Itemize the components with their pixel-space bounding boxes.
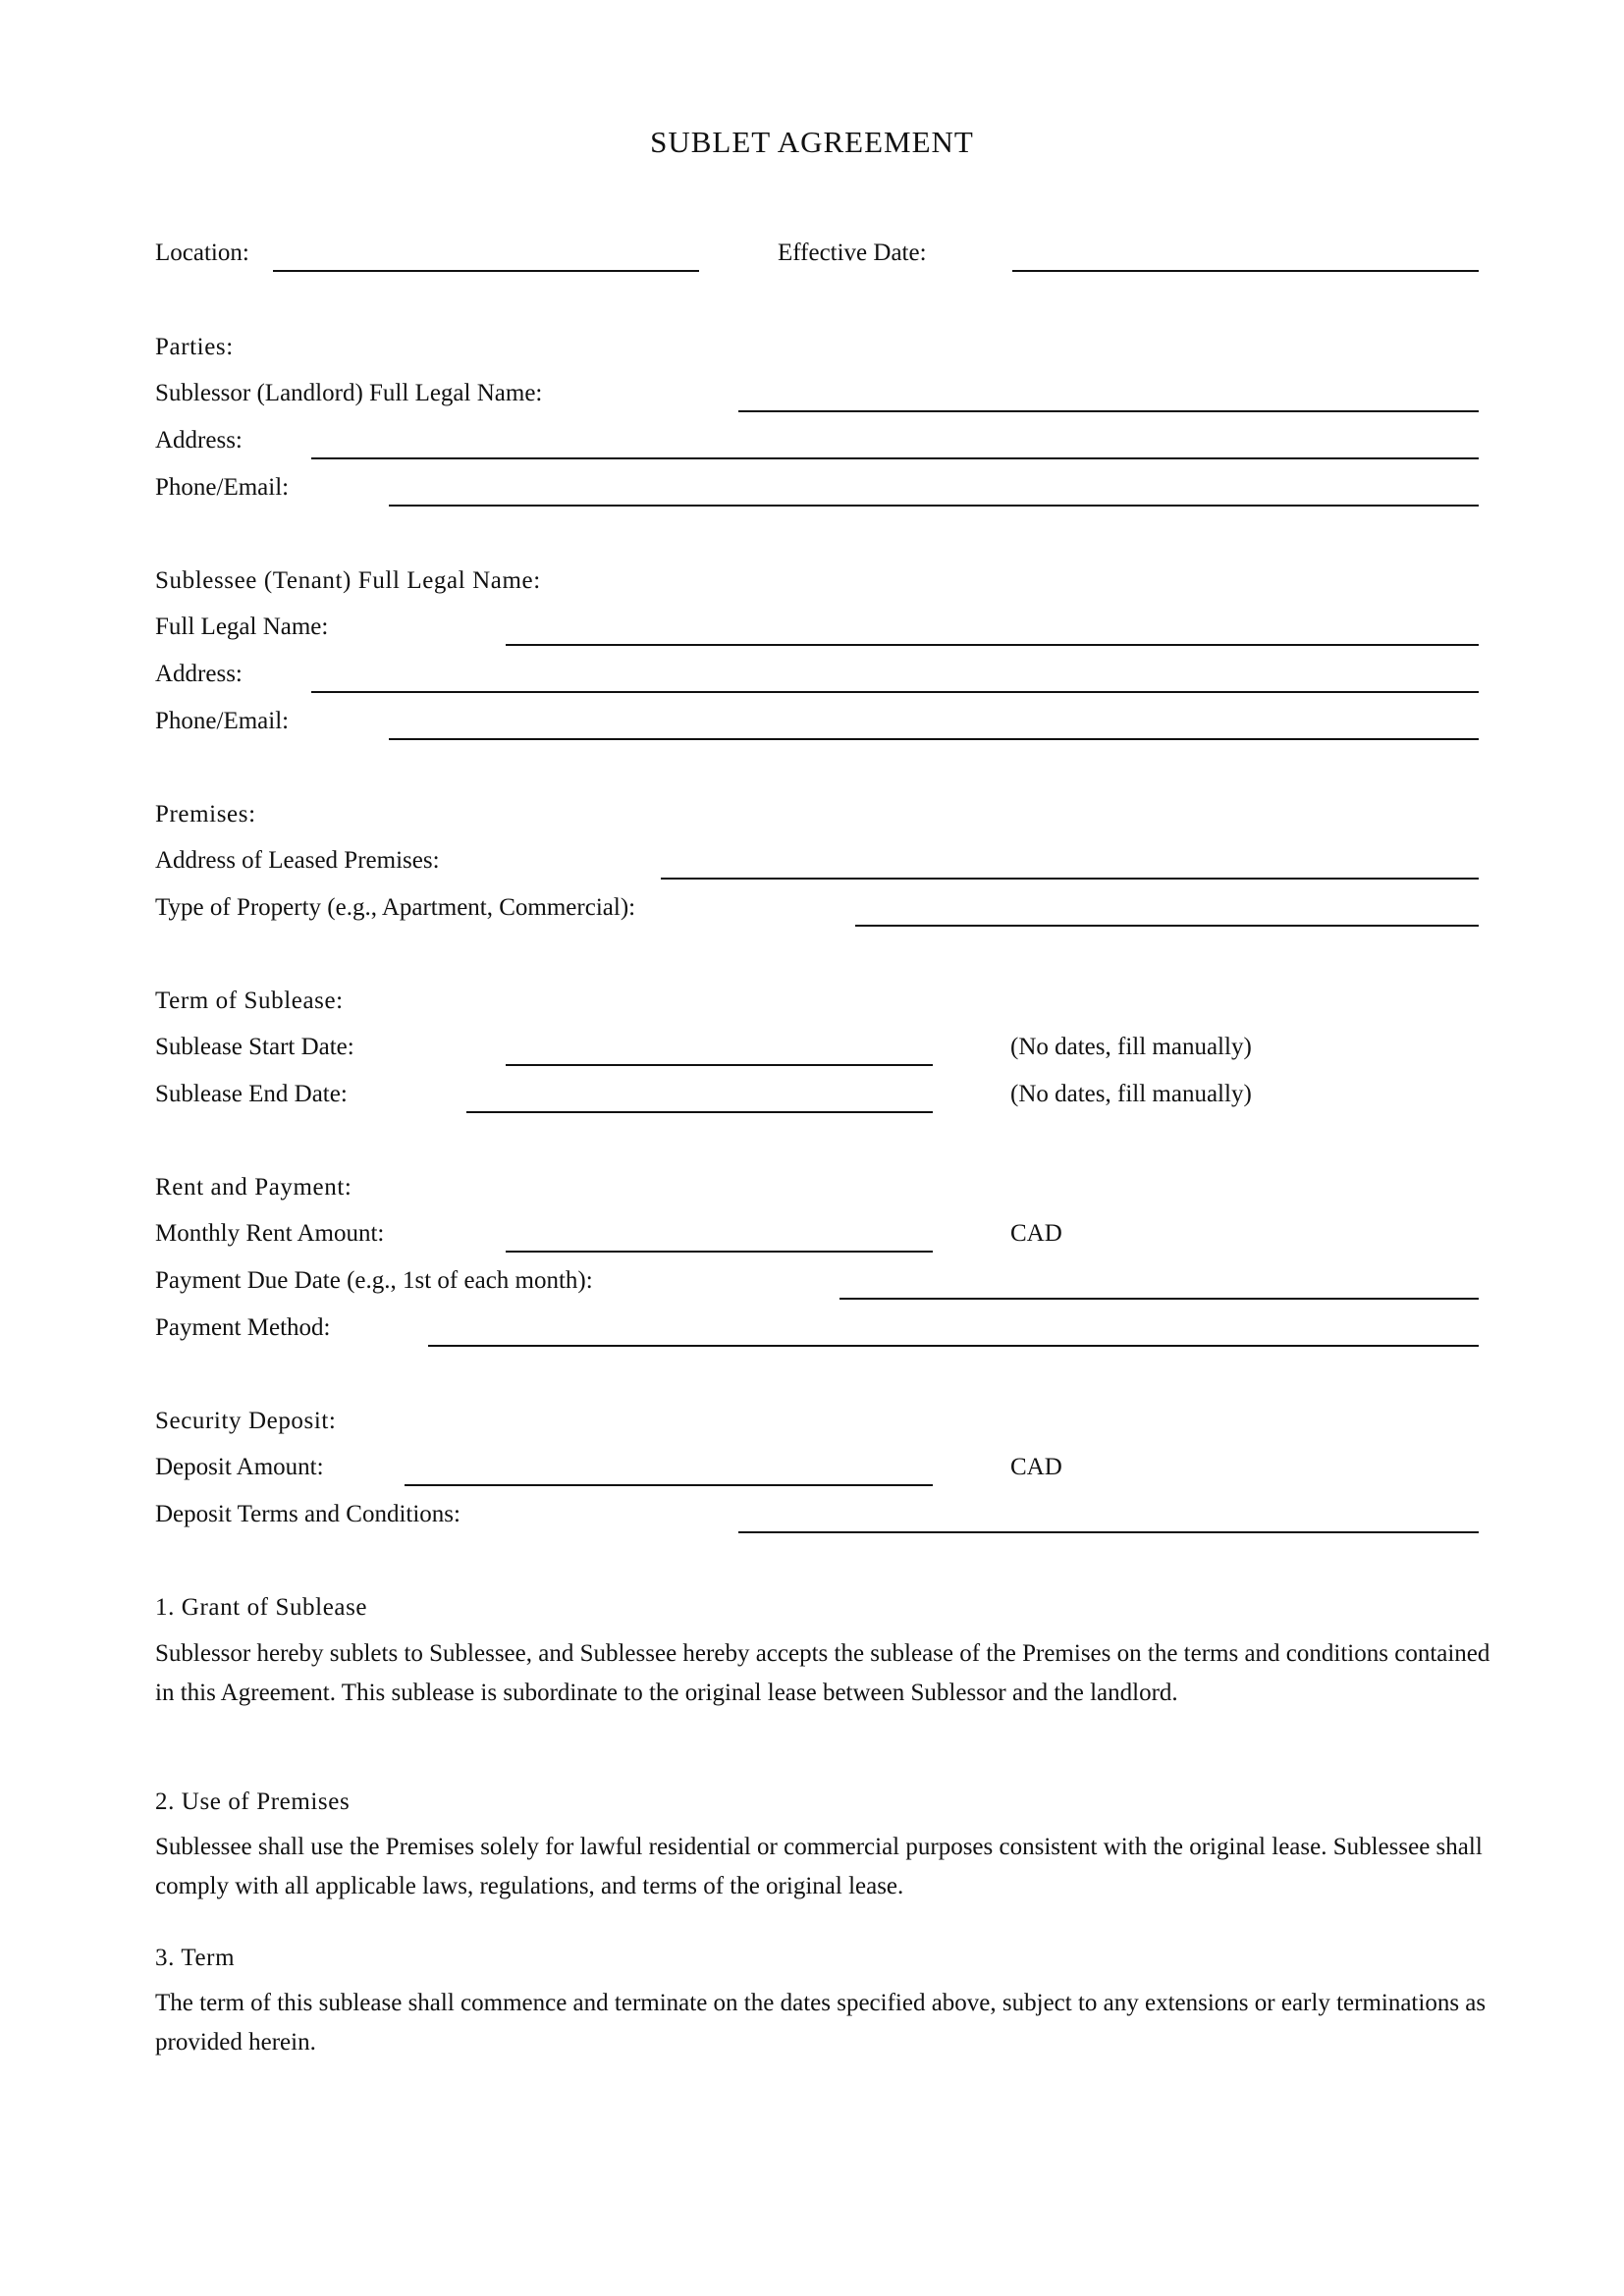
payment-due-label: Payment Due Date (e.g., 1st of each month):	[155, 1267, 593, 1294]
property-type-field[interactable]	[855, 925, 1479, 927]
premises-address-label: Address of Leased Premises:	[155, 847, 440, 874]
clause-body: The term of this sublease shall commence and terminate on the dates specified above, subject to any extensions or early terminations as provided herein.	[155, 1990, 1487, 2056]
end-date-label: Sublease End Date:	[155, 1081, 348, 1107]
deposit-terms-field[interactable]	[738, 1531, 1479, 1533]
sublessee-heading: Sublessee (Tenant) Full Legal Name:	[155, 567, 541, 594]
rent-amount-field[interactable]	[506, 1251, 933, 1253]
end-date-note: (No dates, fill manually)	[1010, 1081, 1252, 1107]
premises-address-field[interactable]	[661, 878, 1479, 880]
clause-body: Sublessor hereby sublets to Sublessee, and Sublessee hereby accepts the sublease of the Premises on the terms and conditions contained in this Agreement. This sublease is subordinate to the original lease between Sublessor and the landlord.	[155, 1640, 1490, 1706]
rent-amount-label: Monthly Rent Amount:	[155, 1220, 385, 1247]
term-heading: Term of Sublease:	[155, 988, 344, 1014]
sublessee-phone-field[interactable]	[389, 738, 1479, 740]
start-date-field[interactable]	[506, 1064, 933, 1066]
rent-currency: CAD	[1010, 1220, 1062, 1247]
parties-heading: Parties:	[155, 334, 234, 360]
sublessee-name-field[interactable]	[506, 644, 1479, 646]
sublessor-address-label: Address:	[155, 427, 243, 454]
premises-heading: Premises:	[155, 801, 256, 828]
payment-method-label: Payment Method:	[155, 1314, 331, 1341]
location-label: Location:	[155, 240, 249, 266]
sublessor-name-label: Sublessor (Landlord) Full Legal Name:	[155, 380, 543, 406]
payment-due-field[interactable]	[839, 1298, 1479, 1300]
rent-heading: Rent and Payment:	[155, 1174, 352, 1201]
sublessor-phone-label: Phone/Email:	[155, 474, 290, 501]
clause-body: Sublessee shall use the Premises solely for lawful residential or commercial purposes consistent with the original lease. Sublessee shall comply with all applicable laws, regulations, and terms of the original lease.	[155, 1834, 1483, 1899]
clause-heading: 1. Grant of Sublease	[155, 1594, 368, 1621]
deposit-currency: CAD	[1010, 1454, 1062, 1480]
sublessor-phone-field[interactable]	[389, 505, 1479, 507]
payment-method-field[interactable]	[428, 1345, 1479, 1347]
deposit-amount-field[interactable]	[405, 1484, 933, 1486]
deposit-terms-label: Deposit Terms and Conditions:	[155, 1501, 460, 1527]
location-field[interactable]	[273, 270, 699, 272]
deposit-heading: Security Deposit:	[155, 1408, 337, 1434]
page-title: SUBLET AGREEMENT	[650, 125, 974, 159]
start-date-note: (No dates, fill manually)	[1010, 1034, 1252, 1060]
sublessee-address-label: Address:	[155, 661, 243, 687]
start-date-label: Sublease Start Date:	[155, 1034, 354, 1060]
clause-heading: 3. Term	[155, 1945, 236, 1971]
sublessee-address-field[interactable]	[311, 691, 1479, 693]
sublessor-name-field[interactable]	[738, 410, 1479, 412]
sublessee-name-label: Full Legal Name:	[155, 614, 329, 640]
deposit-amount-label: Deposit Amount:	[155, 1454, 324, 1480]
end-date-field[interactable]	[466, 1111, 933, 1113]
sublessor-address-field[interactable]	[311, 457, 1479, 459]
sublessee-phone-label: Phone/Email:	[155, 708, 290, 734]
property-type-label: Type of Property (e.g., Apartment, Commercial):	[155, 894, 636, 921]
clause-heading: 2. Use of Premises	[155, 1789, 351, 1815]
effective-date-field[interactable]	[1012, 270, 1479, 272]
effective-date-label: Effective Date:	[778, 240, 927, 266]
